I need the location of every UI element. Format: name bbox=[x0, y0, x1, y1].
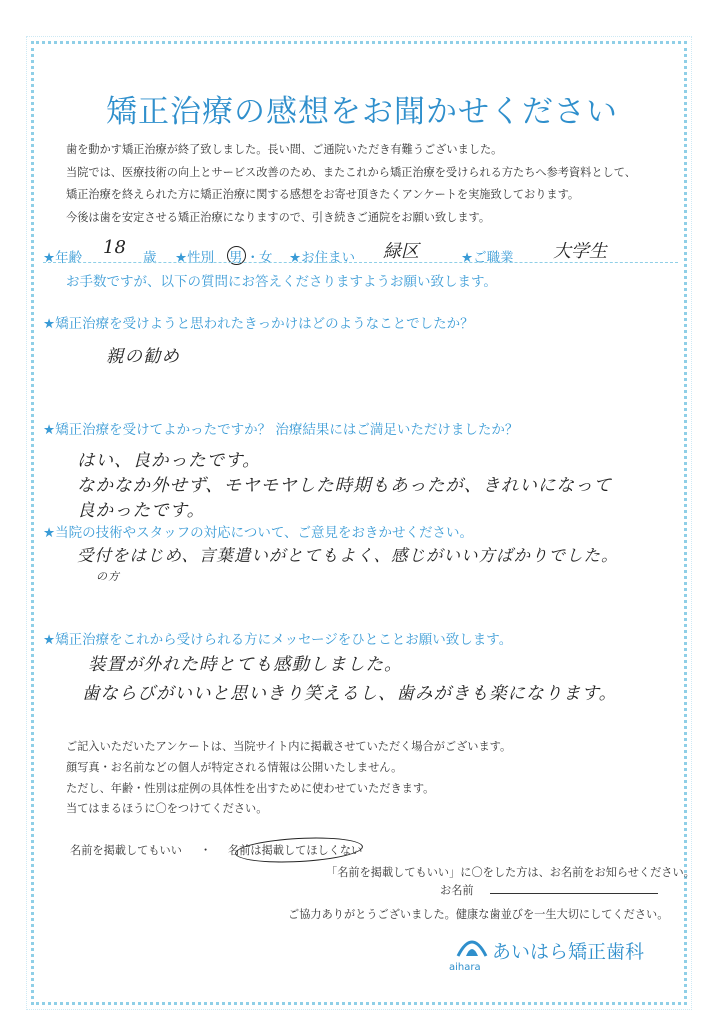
sex-label: ★性別 bbox=[175, 250, 215, 266]
note-line-1: ご記入いただいたアンケートは、当院サイト内に掲載させていただく場合がございます。 bbox=[66, 740, 512, 753]
q1-question: ★矯正治療を受けようと思われたきっかけはどのようなことでしたか？ bbox=[43, 316, 474, 332]
job-label: ★ご職業 bbox=[461, 250, 514, 266]
age-value: 18 bbox=[103, 237, 126, 258]
address-label: ★お住まい bbox=[289, 250, 356, 266]
job-value: 大学生 bbox=[553, 241, 607, 262]
clinic-logo-text: aihara bbox=[449, 962, 481, 973]
profile-underline bbox=[43, 262, 678, 263]
q3-answer-insert: の方 bbox=[96, 570, 120, 583]
q2-question: ★矯正治療を受けてよかったですか？ 治療結果にはご満足いただけましたか？ bbox=[43, 422, 519, 438]
name-field-line[interactable] bbox=[490, 893, 658, 894]
page-title: 矯正治療の感想をお聞かせください bbox=[106, 94, 618, 130]
address-value: 緑区 bbox=[383, 241, 419, 262]
sex-female-option: 女 bbox=[259, 250, 273, 266]
q2-answer-line-3: 良かったです。 bbox=[77, 501, 206, 521]
intro-line-2: 当院では、医療技術の向上とサービス改善のため、またこれから矯正治療を受けられる方たちへ参考資料として、 bbox=[66, 166, 636, 179]
sex-separator: ・ bbox=[246, 250, 260, 266]
age-label: ★年齢 bbox=[43, 250, 83, 266]
q2-answer-line-2: なかなか外せず、モヤモヤした時期もあったが、きれいになって bbox=[77, 476, 612, 496]
consent-option-ng[interactable]: 名前は掲載してほしくない bbox=[228, 844, 363, 857]
q3-question: ★当院の技術やスタッフの対応について、ご意見をおきかせください。 bbox=[43, 525, 474, 541]
request-text: お手数ですが、以下の質問にお答えくださりますようお願い致します。 bbox=[66, 274, 497, 290]
q4-answer-line-2: 歯ならびがいいと思いきり笑えるし、歯みがきも楽になります。 bbox=[82, 684, 618, 704]
intro-line-1: 歯を動かす矯正治療が終了致しました。長い間、ご通院いただき有難うございました。 bbox=[66, 143, 503, 156]
sex-male-option: 男 bbox=[229, 250, 243, 266]
name-label: お名前 bbox=[440, 884, 474, 897]
intro-line-4: 今後は歯を安定させる矯正治療になりますので、引き続きご通院をお願い致します。 bbox=[66, 211, 491, 224]
clinic-name: あいはら矯正歯科 bbox=[492, 941, 645, 963]
consent-option-ok[interactable]: 名前を掲載してもいい bbox=[70, 844, 182, 857]
q4-answer-line-1: 装置が外れた時とても感動しました。 bbox=[88, 655, 403, 675]
q3-answer: 受付をはじめ、言葉遣いがとてもよく、感じがいい方ばかりでした。 bbox=[77, 546, 619, 565]
note-line-2: 顔写真・お名前などの個人が特定される情報は公開いたしません。 bbox=[66, 761, 403, 774]
name-request: 「名前を掲載してもいい」に〇をした方は、お名前をお知らせください。 bbox=[326, 866, 695, 879]
intro-line-3: 矯正治療を終えられた方に矯正治療に関する感想をお寄せ頂きたくアンケートを実施致しております。 bbox=[66, 188, 580, 201]
q2-answer-line-1: はい、良かったです。 bbox=[77, 451, 261, 471]
closing-text: ご協力ありがとうございました。健康な歯並びを一生大切にしてください。 bbox=[288, 908, 669, 921]
consent-separator: ・ bbox=[200, 844, 212, 857]
note-line-4: 当てはまるほうに〇をつけてください。 bbox=[66, 802, 268, 815]
note-line-3: ただし、年齢・性別は症例の具体性を出すために使わせていただきます。 bbox=[66, 782, 435, 795]
age-unit: 歳 bbox=[143, 250, 157, 266]
q4-question: ★矯正治療をこれから受けられる方にメッセージをひとことお願い致します。 bbox=[43, 632, 513, 648]
q1-answer: 親の勧め bbox=[106, 347, 180, 367]
